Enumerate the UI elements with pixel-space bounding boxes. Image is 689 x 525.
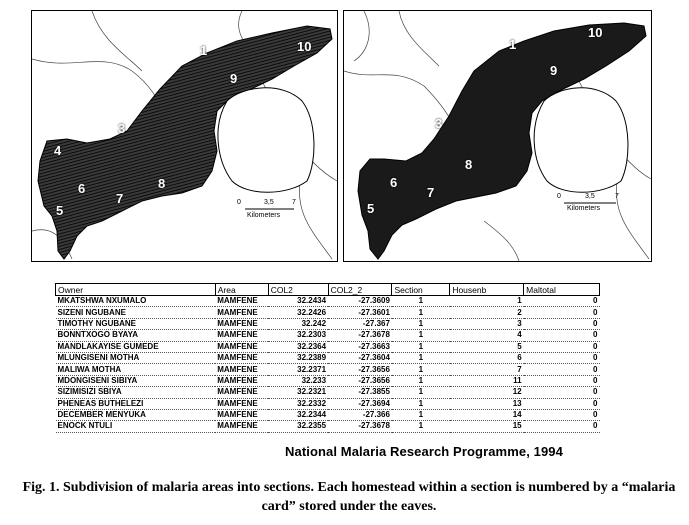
lon-cell: 32.2303: [268, 330, 328, 341]
table-row[interactable]: [56, 330, 600, 341]
owner-cell: SIZENI NGUBANE: [56, 307, 216, 318]
maltotal-cell: 0: [524, 409, 600, 420]
section-cell: 1: [392, 318, 450, 329]
housenb-cell: 12: [450, 387, 524, 398]
table-header-row: [56, 284, 600, 296]
lon-cell: 32.2321: [268, 387, 328, 398]
lat-cell: -27.3604: [328, 352, 392, 363]
maltotal-cell: 0: [524, 398, 600, 409]
table-row[interactable]: [56, 364, 600, 375]
map-right-scale-end: 7: [615, 193, 619, 200]
map-right-label-8: 8: [465, 157, 473, 172]
map-left-scale-start: 0: [237, 199, 241, 206]
maltotal-cell: 0: [524, 318, 600, 329]
col-header-owner[interactable]: Owner: [56, 284, 216, 296]
lat-cell: -27.367: [328, 318, 392, 329]
owner-cell: MDONGISENI SIBIYA: [56, 375, 216, 386]
maltotal-cell: 0: [524, 307, 600, 318]
owner-cell: DECEMBER MENYUKA: [56, 409, 216, 420]
col-header-maltotal[interactable]: Maltotal: [524, 284, 600, 296]
area-cell: MAMFENE: [215, 296, 268, 307]
map-left-scale-unit: Kilometers: [247, 212, 281, 219]
map-right: [343, 10, 652, 262]
table-row[interactable]: [56, 352, 600, 363]
maltotal-cell: 0: [524, 352, 600, 363]
map-right-label-9: 9: [550, 63, 558, 78]
map-left-scale-mid: 3,5: [264, 199, 274, 206]
lon-cell: 32.2371: [268, 364, 328, 375]
col-header-area[interactable]: Area: [215, 284, 268, 296]
map-right-label-1: 1: [509, 37, 517, 52]
section-cell: 1: [392, 341, 450, 352]
map-left-label-3: 3: [118, 121, 126, 136]
table-row[interactable]: [56, 421, 600, 432]
owner-cell: MKATSHWA NXUMALO: [56, 296, 216, 307]
lat-cell: -27.3609: [328, 296, 392, 307]
map-right-scale-mid: 3,5: [585, 193, 595, 200]
area-cell: MAMFENE: [215, 341, 268, 352]
col-header-section[interactable]: Section: [392, 284, 450, 296]
owner-cell: MALIWA MOTHA: [56, 364, 216, 375]
section-cell: 1: [392, 364, 450, 375]
section-cell: 1: [392, 387, 450, 398]
area-cell: MAMFENE: [215, 352, 268, 363]
owner-cell: TIMOTHY NGUBANE: [56, 318, 216, 329]
map-left-label-9: 9: [230, 71, 238, 86]
housenb-cell: 11: [450, 375, 524, 386]
map-left-label-5: 5: [56, 203, 64, 218]
map-right-label-10: 10: [588, 25, 603, 40]
maltotal-cell: 0: [524, 375, 600, 386]
map-right-scale-start: 0: [557, 193, 561, 200]
map-right-lake: [534, 88, 628, 192]
housenb-cell: 1: [450, 296, 524, 307]
area-cell: MAMFENE: [215, 387, 268, 398]
owner-cell: SIZIMISIZI SBIYA: [56, 387, 216, 398]
table-body: [56, 296, 600, 433]
table-row[interactable]: [56, 341, 600, 352]
section-cell: 1: [392, 330, 450, 341]
map-right-label-5: 5: [367, 201, 375, 216]
housenb-cell: 13: [450, 398, 524, 409]
lon-cell: 32.233: [268, 375, 328, 386]
housenb-cell: 14: [450, 409, 524, 420]
map-left-label-1: 1: [200, 43, 208, 58]
col-header-housenb[interactable]: Housenb: [450, 284, 524, 296]
map-left: [31, 10, 338, 262]
map-right-graphic: [344, 11, 651, 261]
maltotal-cell: 0: [524, 341, 600, 352]
map-left-label-7: 7: [116, 191, 124, 206]
map-left-graphic: [32, 11, 337, 261]
housenb-cell: 6: [450, 352, 524, 363]
maltotal-cell: 0: [524, 387, 600, 398]
table-row[interactable]: [56, 409, 600, 420]
owner-cell: MANDLAKAYISE GUMEDE: [56, 341, 216, 352]
col-header-col2[interactable]: COL2: [268, 284, 328, 296]
section-cell: 1: [392, 375, 450, 386]
maltotal-cell: 0: [524, 421, 600, 432]
map-left-label-10: 10: [297, 39, 312, 54]
housenb-cell: 15: [450, 421, 524, 432]
map-left-scale-end: 7: [292, 199, 296, 206]
table-row[interactable]: [56, 296, 600, 307]
area-cell: MAMFENE: [215, 375, 268, 386]
lat-cell: -27.3678: [328, 421, 392, 432]
table-row[interactable]: [56, 375, 600, 386]
lat-cell: -27.366: [328, 409, 392, 420]
lat-cell: -27.3678: [328, 330, 392, 341]
housenb-cell: 2: [450, 307, 524, 318]
section-cell: 1: [392, 296, 450, 307]
map-left-label-6: 6: [78, 181, 86, 196]
lon-cell: 32.2426: [268, 307, 328, 318]
owner-cell: BONNTXOGO BYAYA: [56, 330, 216, 341]
section-cell: 1: [392, 421, 450, 432]
section-cell: 1: [392, 398, 450, 409]
lon-cell: 32.2344: [268, 409, 328, 420]
lon-cell: 32.2389: [268, 352, 328, 363]
area-cell: MAMFENE: [215, 318, 268, 329]
table-row[interactable]: [56, 307, 600, 318]
lon-cell: 32.2434: [268, 296, 328, 307]
housenb-cell: 5: [450, 341, 524, 352]
owner-cell: MLUNGISENI MOTHA: [56, 352, 216, 363]
map-left-lake: [218, 88, 314, 192]
owner-cell: PHENEAS BUTHELEZI: [56, 398, 216, 409]
section-cell: 1: [392, 352, 450, 363]
lat-cell: -27.3656: [328, 375, 392, 386]
map-left-label-8: 8: [158, 176, 166, 191]
section-cell: 1: [392, 307, 450, 318]
lat-cell: -27.3656: [328, 364, 392, 375]
lat-cell: -27.3694: [328, 398, 392, 409]
table-row[interactable]: [56, 387, 600, 398]
area-cell: MAMFENE: [215, 409, 268, 420]
map-right-scale-unit: Kilometers: [567, 205, 601, 212]
housenb-cell: 3: [450, 318, 524, 329]
area-cell: MAMFENE: [215, 364, 268, 375]
map-right-label-7: 7: [427, 185, 435, 200]
lon-cell: 32.242: [268, 318, 328, 329]
owner-cell: ENOCK NTULI: [56, 421, 216, 432]
area-cell: MAMFENE: [215, 421, 268, 432]
maltotal-cell: 0: [524, 364, 600, 375]
table-row[interactable]: [56, 398, 600, 409]
homestead-data-table: [55, 283, 600, 433]
section-cell: 1: [392, 409, 450, 420]
homestead-table: [55, 283, 600, 433]
col-header-col2-2[interactable]: COL2_2: [328, 284, 392, 296]
maltotal-cell: 0: [524, 296, 600, 307]
lat-cell: -27.3855: [328, 387, 392, 398]
map-left-label-4: 4: [54, 143, 62, 158]
credit-line: National Malaria Research Programme, 1994: [285, 444, 563, 459]
lat-cell: -27.3601: [328, 307, 392, 318]
lat-cell: -27.3663: [328, 341, 392, 352]
maltotal-cell: 0: [524, 330, 600, 341]
housenb-cell: 7: [450, 364, 524, 375]
area-cell: MAMFENE: [215, 307, 268, 318]
lon-cell: 32.2364: [268, 341, 328, 352]
figure-caption: Fig. 1. Subdivision of malaria areas into sections. Each homestead within a section is numbered by a “malaria card” stored under the eaves.: [22, 480, 676, 514]
area-cell: MAMFENE: [215, 398, 268, 409]
map-right-label-6: 6: [390, 175, 398, 190]
lon-cell: 32.2332: [268, 398, 328, 409]
housenb-cell: 4: [450, 330, 524, 341]
area-cell: MAMFENE: [215, 330, 268, 341]
lon-cell: 32.2355: [268, 421, 328, 432]
table-row[interactable]: [56, 318, 600, 329]
map-right-label-3: 3: [435, 116, 443, 131]
